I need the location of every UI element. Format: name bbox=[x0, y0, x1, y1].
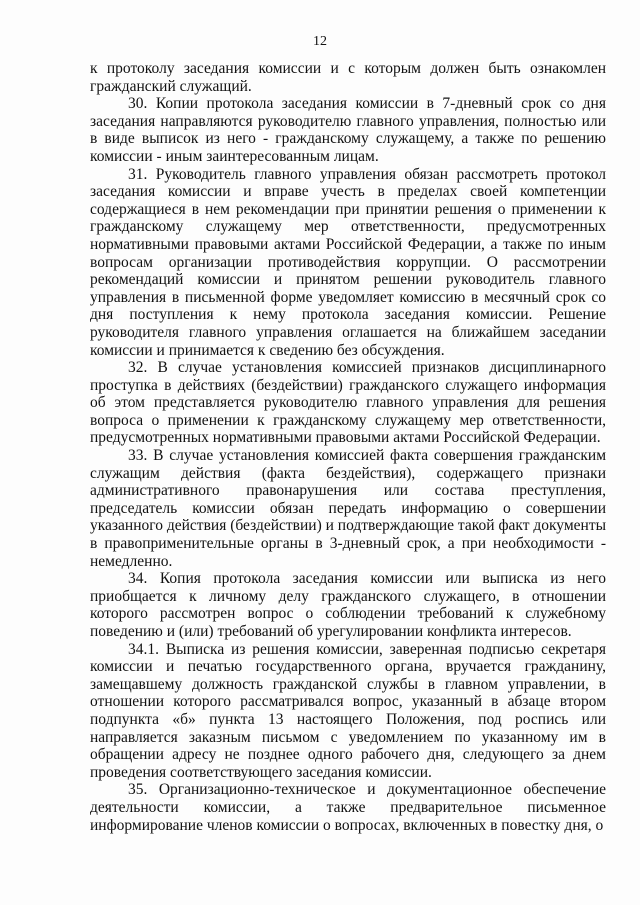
paragraph-34: 34. Копия протокола заседания комиссии или выписка из него приобщается к личному делу гражданского служащего, в отношении которого рассмотрен вопрос о соблюдении требований к служебному поведению и (или) требований об урегулировании конфликта интересов. bbox=[90, 570, 606, 640]
document-body bbox=[90, 60, 606, 834]
paragraph-33: 33. В случае установления комиссией факта совершения гражданским служащим действия (факта бездействия), содержащего признаки административного правонарушения или состава преступления, председатель комиссии обязан передать информацию о совершении указанного действия (бездействии) и подтверждающие такой факт документы в правоприменительные органы в 3-дневный срок, а при необходимости - немедленно. bbox=[90, 447, 607, 570]
paragraph-30: 30. Копии протокола заседания комиссии в 7-дневный срок со дня заседания направляются руководителю главного управления, полностью или в виде выписок из него - гражданскому служащему, а также по решению комиссии - иным заинтересованным лицам. bbox=[90, 95, 606, 165]
paragraph-31: 31. Руководитель главного управления обязан рассмотреть протокол заседания комиссии и вправе учесть в пределах своей компетенции содержащиеся в нем рекомендации при принятии решения о применении к гражданскому служащему мер ответственности, предусмотренных нормативными правовыми актами Российской Федерации, а также по иным вопросам организации противодействия коррупции. О рассмотрении рекомендаций комиссии и принятом решении руководитель главного управления в письменной форме уведомляет комиссию в месячный срок со дня поступления к нему протокола заседания комиссии. Решение руководителя главного управления оглашается на ближайшем заседании комиссии и принимается к сведению без обсуждения. bbox=[90, 165, 606, 359]
paragraph-34-1: 34.1. Выписка из решения комиссии, заверенная подписью секретаря комиссии и печатью государственного органа, вручается гражданину, замещавшему должность гражданской службы в главном управлении, в отношении которого рассматривался вопрос, указанный в абзаце втором подпункта «б» пункта 13 настоящего Положения, под роспись или направляется заказным письмом с уведомлением по указанному им в обращении адресу не позднее одного рабочего дня, следующего за днем проведения соответствующего заседания комиссии. bbox=[90, 640, 606, 781]
paragraph-35: 35. Организационно-техническое и документационное обеспечение деятельности комиссии, а также предварительное письменное информирование членов комиссии о вопросах, включенных в повестку дня, о bbox=[90, 781, 606, 834]
paragraph-continuation: к протоколу заседания комиссии и с которым должен быть ознакомлен гражданский служащий. bbox=[90, 60, 606, 95]
paragraph-32: 32. В случае установления комиссией признаков дисциплинарного проступка в действиях (бездействии) гражданского служащего информация об этом представляется руководителю главного управления для решения вопроса о применении к гражданскому служащему мер ответственности, предусмотренных нормативными правовыми актами Российской Федерации. bbox=[90, 359, 606, 447]
page-number: 12 bbox=[313, 34, 327, 49]
